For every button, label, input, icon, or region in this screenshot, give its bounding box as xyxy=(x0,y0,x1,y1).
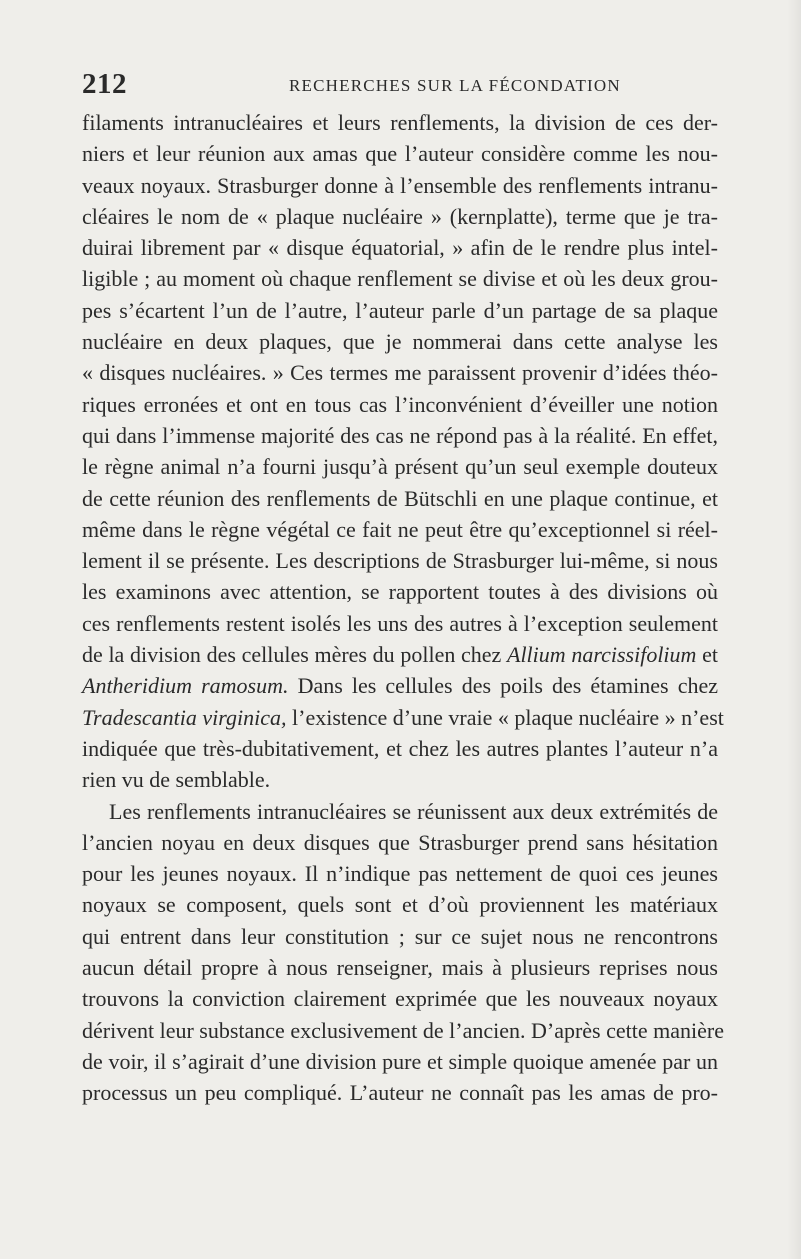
running-title: RECHERCHES SUR LA FÉCONDATION xyxy=(289,76,621,95)
text-line: indiquée que très-dubitativement, et chez les autres plantes l’auteur n’a xyxy=(82,735,718,761)
text-run: de la division des cellules mères du pollen chez xyxy=(82,642,507,668)
text-line xyxy=(82,670,718,701)
page-header xyxy=(82,68,714,108)
species-name: Allium narcissifolium xyxy=(507,642,697,668)
text-line: même dans le règne végétal ce fait ne peut être qu’exceptionnel si réel- xyxy=(82,516,718,542)
species-name: Antheridium ramosum. xyxy=(82,673,289,699)
text-line: veaux noyaux. Strasburger donne à l’ensemble des renflements intranu- xyxy=(82,172,718,198)
text-line: lement il se présente. Les descriptions de Strasburger lui-même, si nous xyxy=(82,548,718,574)
text-line: aucun détail propre à nous renseigner, mais à plusieurs reprises nous xyxy=(82,955,718,981)
text-line: « disques nucléaires. » Ces termes me paraissent provenir d’idées théo- xyxy=(82,360,718,386)
text-line: trouvons la conviction clairement exprimée que les nouveaux noyaux xyxy=(82,986,718,1012)
text-line: les examinons avec attention, se rapportent toutes à des divisions où xyxy=(82,579,718,605)
text-line: de cette réunion des renflements de Bütschli en une plaque continue, et xyxy=(82,485,718,511)
text-line: ligible ; au moment où chaque renflement se divise et où les deux grou- xyxy=(82,266,718,292)
text-line: filaments intranucléaires et leurs renflements, la division de ces der- xyxy=(82,110,718,135)
text-line: de voir, il s’agirait d’une division pure et simple quoique amenée par un xyxy=(82,1048,718,1074)
text-line xyxy=(82,702,724,733)
text-run: et xyxy=(696,642,718,668)
text-line: noyaux se composent, quels sont et d’où proviennent les matériaux xyxy=(82,892,718,918)
page-number: 212 xyxy=(82,68,127,100)
text-line: nucléaire en deux plaques, que je nommerai dans cette analyse les xyxy=(82,329,718,355)
text-line: cléaires le nom de « plaque nucléaire » (kernplatte), terme que je tra- xyxy=(82,203,718,229)
page-edge-shadow xyxy=(787,0,801,1259)
text-line: riques erronées et ont en tous cas l’inconvénient d’éveiller une notion xyxy=(82,391,718,417)
text-line: processus un peu compliqué. L’auteur ne connaît pas les amas de pro- xyxy=(82,1080,718,1106)
text-line: qui entrent dans leur constitution ; sur ce sujet nous ne rencontrons xyxy=(82,923,718,949)
text-line: qui dans l’immense majorité des cas ne répond pas à la réalité. En effet, xyxy=(82,422,718,448)
text-line: duirai librement par « disque équatorial, » afin de le rendre plus intel- xyxy=(82,235,718,261)
species-name: Tradescantia virginica, xyxy=(82,704,287,730)
text-run: Dans les cellules des poils des étamines chez xyxy=(288,673,718,699)
text-run: l’existence d’une vraie « plaque nucléaire » n’est xyxy=(286,704,724,730)
text-line: le règne animal n’a fourni jusqu’à présent qu’un seul exemple douteux xyxy=(82,454,718,480)
text-line: pour les jeunes noyaux. Il n’indique pas nettement de quoi ces jeunes xyxy=(82,861,718,887)
text-line: dérivent leur substance exclusivement de l’ancien. D’après cette manière xyxy=(82,1017,724,1043)
text-line: l’ancien noyau en deux disques que Strasburger prend sans hésitation xyxy=(82,829,718,855)
text-line: ces renflements restent isolés les uns des autres à l’exception seulement xyxy=(82,610,718,636)
text-line: Les renflements intranucléaires se réunissent aux deux extrémités de xyxy=(109,798,718,824)
body-text xyxy=(82,107,724,1109)
text-line xyxy=(82,639,718,670)
text-line: rien vu de semblable. xyxy=(82,767,271,793)
text-line: pes s’écartent l’un de l’autre, l’auteur parle d’un partage de sa plaque xyxy=(82,297,718,323)
text-line: niers et leur réunion aux amas que l’auteur considère comme les nou- xyxy=(82,141,718,167)
